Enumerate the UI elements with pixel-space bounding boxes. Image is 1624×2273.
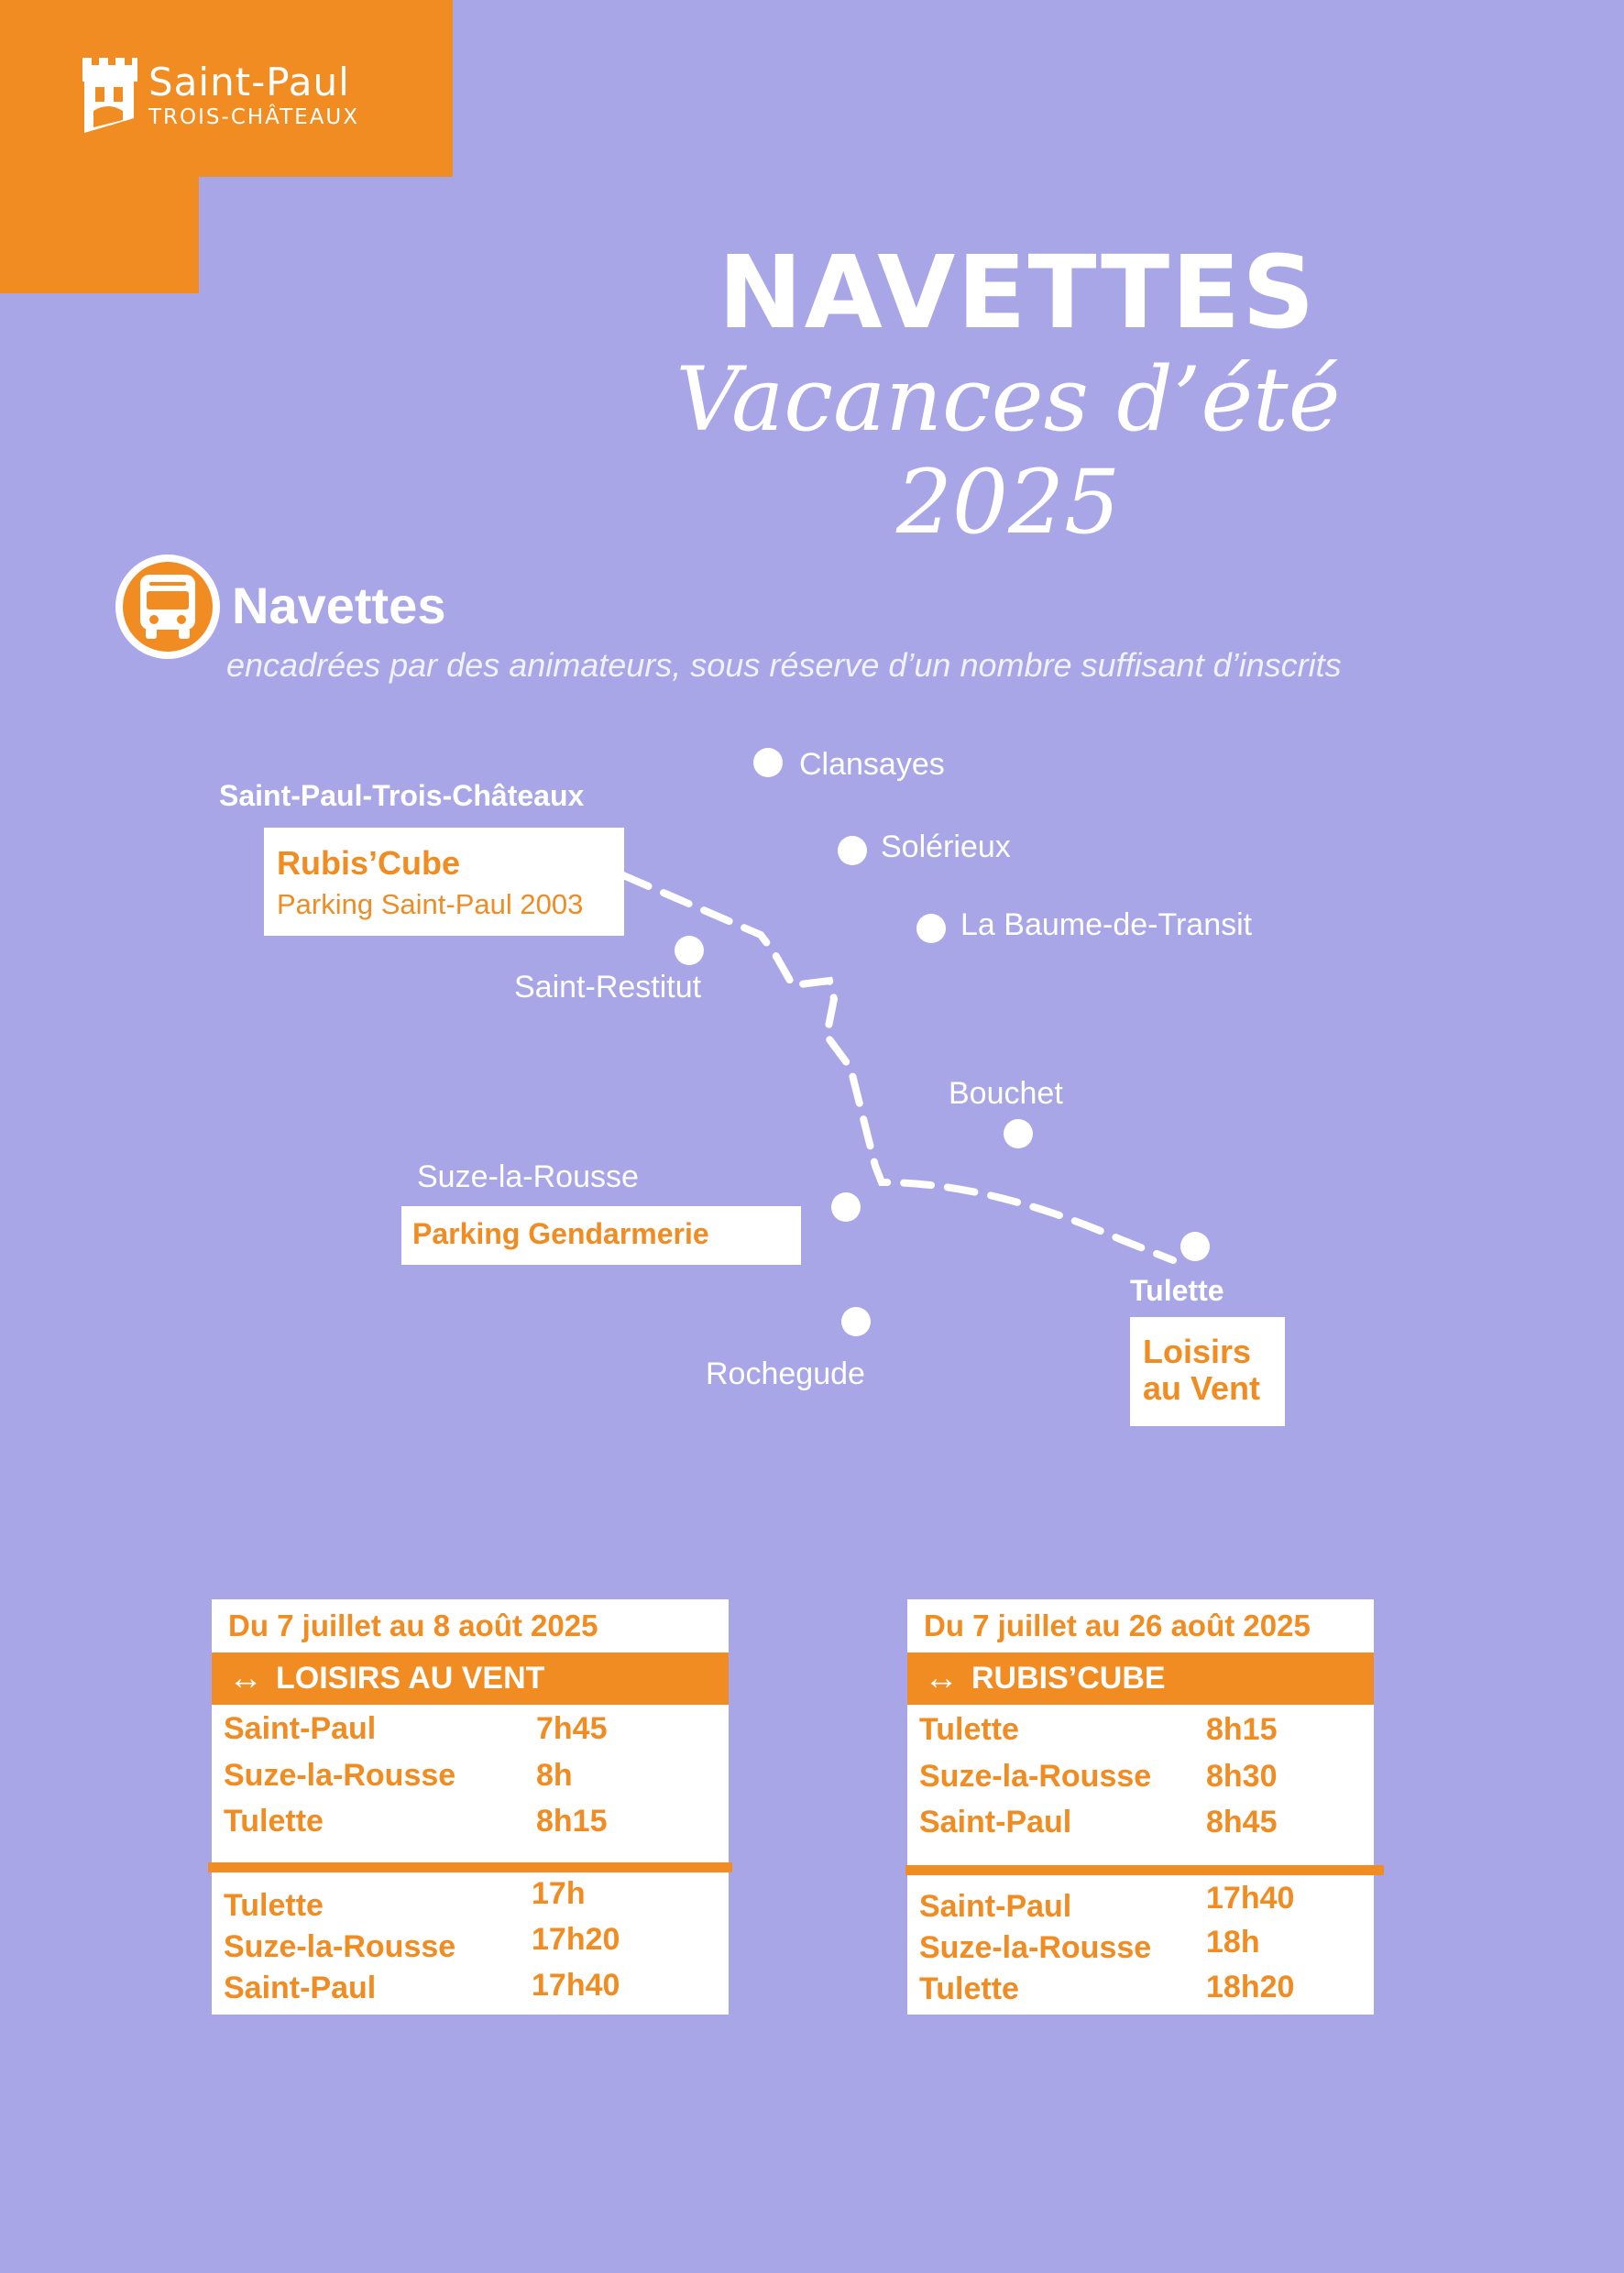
schedule-stop: Saint-Paul: [919, 1889, 1072, 1924]
place-saint-restitut: Saint-Restitut: [514, 970, 702, 1005]
bus-icon: [138, 573, 197, 641]
schedule-stop: Suze-la-Rousse: [224, 1758, 456, 1793]
stop-rubis-title: Rubis’Cube: [277, 844, 461, 882]
schedule-loisirs-au-vent: [212, 1599, 729, 2015]
schedule-rubis-cube: [907, 1599, 1374, 2015]
schedule-time: 8h15: [536, 1804, 608, 1839]
map-dot-clansayes: [753, 748, 783, 777]
schedule-divider: [905, 1865, 1384, 1875]
logo-subname: TROIS-CHÂTEAUX: [148, 104, 360, 129]
schedule-stop: Suze-la-Rousse: [919, 1759, 1152, 1794]
logo-name: Saint-Paul: [148, 59, 350, 104]
schedule-stop: Saint-Paul: [224, 1711, 377, 1746]
route-map: [0, 715, 1624, 1466]
stop-loisirs-line2: au Vent: [1143, 1369, 1261, 1408]
stop-gendarmerie: Parking Gendarmerie: [401, 1206, 801, 1265]
schedule-stop: Saint-Paul: [224, 1971, 377, 2005]
place-tulette: Tulette: [1130, 1274, 1224, 1307]
map-dot-saint-restitut: [675, 936, 704, 965]
schedule-stop: Tulette: [224, 1804, 324, 1839]
page-title: NAVETTES: [718, 234, 1317, 351]
schedule-divider: [208, 1862, 732, 1872]
double-arrow-icon: ↔: [228, 1659, 263, 1697]
schedule-time: 17h: [532, 1876, 586, 1911]
schedule-stop: Suze-la-Rousse: [224, 1929, 456, 1964]
castle-icon: [81, 54, 139, 137]
schedule-time: 8h45: [1206, 1805, 1278, 1839]
schedule-period: Du 7 juillet au 8 août 2025: [228, 1609, 598, 1642]
stop-rubis-cube: [264, 828, 624, 936]
stop-loisirs-line1: Loisirs: [1143, 1333, 1252, 1370]
place-rochegude: Rochegude: [706, 1356, 865, 1391]
map-dot-bouchet: [1004, 1119, 1033, 1148]
schedule-stop: Tulette: [919, 1971, 1019, 2006]
section-subtitle: encadrées par des animateurs, sous réserve d’un nombre suffisant d’inscrits: [226, 646, 1342, 684]
schedule-time: 18h: [1206, 1925, 1260, 1960]
place-solerieux: Solérieux: [881, 829, 1011, 864]
schedule-time: 8h30: [1206, 1759, 1278, 1794]
double-arrow-icon: ↔: [924, 1659, 959, 1697]
schedule-time: 8h: [536, 1758, 573, 1793]
schedule-time: 7h45: [536, 1711, 608, 1746]
map-dot-tulette: [1180, 1232, 1210, 1261]
schedule-route: LOISIRS AU VENT: [276, 1661, 545, 1696]
stop-loisirs-au-vent: [1130, 1317, 1285, 1426]
schedule-stop: Saint-Paul: [919, 1805, 1072, 1839]
section-title: Navettes: [232, 576, 446, 634]
place-la-baume: La Baume-de-Transit: [960, 907, 1253, 942]
schedule-stop: Tulette: [224, 1888, 324, 1923]
schedule-stop: Tulette: [919, 1712, 1019, 1747]
place-suze: Suze-la-Rousse: [417, 1159, 639, 1194]
place-saint-paul: Saint-Paul-Trois-Châteaux: [219, 779, 585, 812]
schedule-time: 8h15: [1206, 1712, 1278, 1747]
schedule-time: 17h40: [532, 1968, 620, 2003]
place-bouchet: Bouchet: [949, 1076, 1063, 1111]
header-orange-block-tab: [0, 174, 199, 293]
schedule-time: 17h20: [532, 1922, 620, 1957]
map-dot-rochegude: [841, 1307, 871, 1336]
schedule-time: 18h20: [1206, 1970, 1295, 2004]
map-dot-solerieux: [838, 836, 867, 865]
schedule-period: Du 7 juillet au 26 août 2025: [924, 1609, 1311, 1642]
schedule-route-band: [907, 1653, 1374, 1705]
bus-badge: [115, 555, 220, 659]
map-dot-baume: [916, 914, 946, 943]
schedule-route: RUBIS’CUBE: [971, 1661, 1166, 1696]
schedule-stop: Suze-la-Rousse: [919, 1930, 1152, 1965]
stop-rubis-sub: Parking Saint-Paul 2003: [277, 888, 584, 920]
place-clansayes: Clansayes: [799, 747, 945, 782]
schedule-route-band: [212, 1653, 729, 1705]
schedule-time: 17h40: [1206, 1881, 1295, 1916]
map-dot-suze: [831, 1192, 861, 1222]
page-subtitle: Vacances d’été 2025: [675, 348, 1341, 554]
town-logo: [81, 51, 392, 139]
